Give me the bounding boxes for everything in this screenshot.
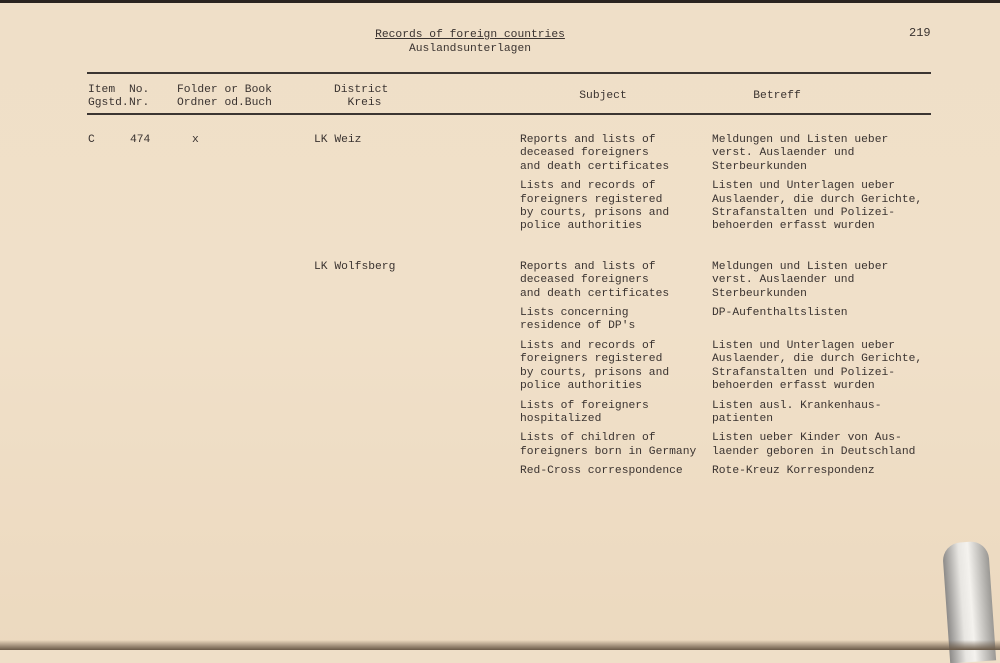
subject-cell: Reports and lists of deceased foreigners and death certificates [520,260,670,300]
header-folder: Folder or Book Ordner od.Buch [177,84,272,110]
betreff-cell: Listen und Unterlagen ueber Auslaender, die durch Gerichte, Strafanstalten und Polizei- behoerden erfasst wurden [712,180,923,233]
table-row [0,465,1000,478]
page-title [0,26,940,42]
subject-cell: Lists of children of foreigners born in Germany [520,432,697,458]
page-number: 219 [909,26,931,40]
table-row [0,400,1000,427]
betreff-cell: Listen und Unterlagen ueber Auslaender, die durch Gerichte, Strafanstalten und Polizei- behoerden erfasst wurden [712,339,923,393]
betreff-cell: Meldungen und Listen ueber verst. Auslaender und Sterbeurkunden [712,134,889,173]
header-top-rule [87,72,931,74]
table-row [0,340,1000,394]
scan-bottom-edge [0,640,1000,650]
records-table [0,134,1000,506]
table-row [0,134,1000,174]
betreff-cell: Listen ueber Kinder von Aus- laender geboren in Deutschland [712,432,916,458]
district-group [0,261,1000,479]
table-row [0,432,1000,459]
subject-cell: Lists of foreigners hospitalized [520,399,649,425]
cell-district: LK Wolfsberg [314,260,396,273]
table-row [0,261,1000,301]
cell-folder: x [192,134,199,146]
header-item: Item Ggstd. [88,84,129,110]
header-no: No. Nr. [129,84,150,110]
table-row [0,307,1000,334]
cell-district: LK Weiz [314,134,362,146]
header-betreff: Betreff [753,90,801,102]
subject-cell: Red-Cross correspondence [520,465,683,478]
betreff-cell: Rote-Kreuz Korrespondenz [712,465,875,478]
subject-cell: Reports and lists of deceased foreigners and death certificates [520,134,670,173]
district-group [0,134,1000,234]
title-text: Records of foreign countries [375,29,565,41]
subject-cell: Lists concerning residence of DP's [520,307,636,333]
betreff-cell: Meldungen und Listen ueber verst. Auslaender und Sterbeurkunden [712,260,889,300]
header-subject: Subject [579,90,627,102]
cell-item: C [88,134,95,146]
betreff-cell: Listen ausl. Krankenhaus- patienten [712,399,882,425]
subject-cell: Lists and records of foreigners registered by courts, prisons and police authorities [520,180,670,233]
scan-top-border [0,0,1000,3]
header-district: District Kreis [334,84,389,110]
betreff-cell: DP-Aufenthaltslisten [712,307,848,320]
subject-cell: Lists and records of foreigners registered by courts, prisons and police authorities [520,339,670,393]
header-bottom-rule [87,113,931,115]
page-subtitle: Auslandsunterlagen [408,43,532,55]
cell-no: 474 [130,134,151,146]
table-row [0,180,1000,234]
